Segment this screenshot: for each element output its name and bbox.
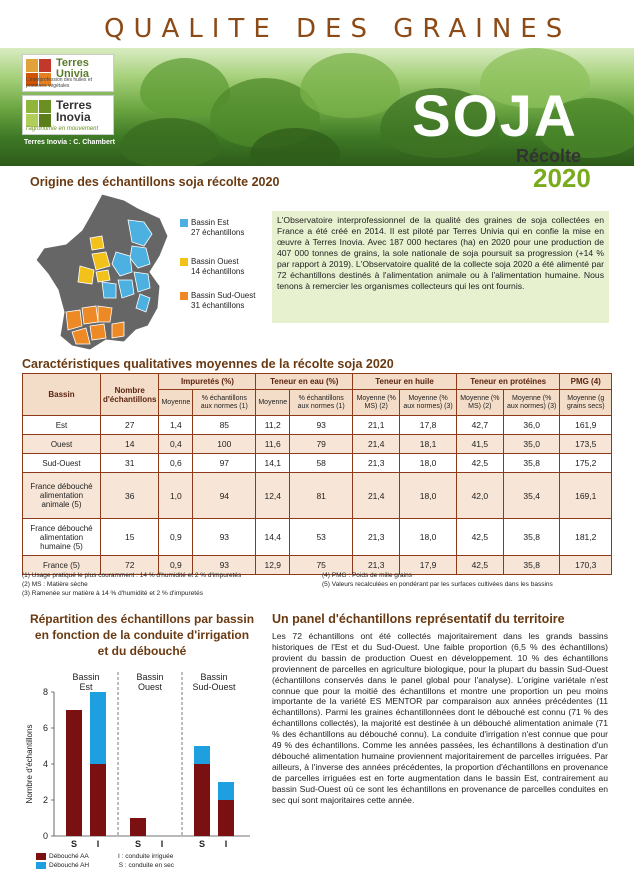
cell: 1,0 (159, 473, 193, 519)
cell: 81 (290, 473, 353, 519)
table-row (23, 416, 612, 435)
cell: 18,0 (400, 473, 457, 519)
table-row (23, 435, 612, 454)
table-note: (4) PMG : Poids de mille grains (322, 572, 412, 579)
table-note: (2) MS : Matière sèche (22, 581, 88, 588)
th-sub: Moyenne (% aux normes) (3) (503, 390, 560, 416)
table-row (23, 473, 612, 519)
table-notes-right (322, 571, 553, 589)
cell: 170,3 (560, 556, 612, 575)
legend-swatch (180, 219, 188, 227)
cell: 17,9 (400, 556, 457, 575)
chart-legend (36, 852, 174, 870)
bar-segment (66, 710, 82, 836)
cell-bassin: Ouest (23, 435, 101, 454)
y-tick-label: 8 (42, 687, 48, 697)
table-row (23, 454, 612, 473)
panel-heading: Un panel d'échantillons représentatif du territoire (272, 612, 565, 626)
th-sub: Moyenne (256, 390, 290, 416)
chart-legend-row (36, 861, 174, 870)
y-axis-label: Nombre d'échantillons (25, 724, 34, 804)
cell: 93 (193, 519, 256, 556)
th-sub: Moyenne (% MS) (2) (456, 390, 503, 416)
cell: 175,2 (560, 454, 612, 473)
cell: 31 (101, 454, 159, 473)
table-row (23, 519, 612, 556)
legend-bassin: Bassin Est (191, 218, 229, 227)
table-heading: Caractéristiques qualitatives moyennes de la récolte soja 2020 (22, 357, 394, 371)
legend-swatch (180, 258, 188, 266)
logo-squares (26, 100, 52, 128)
cell: 21,1 (353, 416, 400, 435)
legend-count: 27 échantillons (191, 228, 245, 237)
cell: 35,8 (503, 556, 560, 575)
y-tick-label: 6 (42, 723, 48, 733)
logo-inovia-name: Terres Inovia (56, 98, 92, 124)
cell-bassin: Sud-Ouest (23, 454, 101, 473)
cell: 58 (290, 454, 353, 473)
cell: 41,5 (456, 435, 503, 454)
cell: 79 (290, 435, 353, 454)
th-sub: Moyenne (% aux normes) (3) (400, 390, 457, 416)
cell: 93 (290, 416, 353, 435)
cell: 35,0 (503, 435, 560, 454)
cell: 42,7 (456, 416, 503, 435)
cell: 35,4 (503, 473, 560, 519)
group-label: Bassin (136, 672, 164, 682)
bar-segment (218, 800, 234, 836)
legend-count: 14 échantillons (191, 267, 245, 276)
x-tick-label: S (134, 839, 142, 849)
recolte-label: Récolte (516, 146, 582, 166)
chart-heading-line: en fonction de la conduite d'irrigation (34, 628, 250, 642)
chart-heading-line: et du débouché (97, 644, 187, 658)
cell: 161,9 (560, 416, 612, 435)
leaf-shape (300, 53, 400, 118)
th-bassin: Bassin (23, 374, 101, 416)
legend-aa: Débouché AA (49, 853, 89, 860)
cell: 100 (193, 435, 256, 454)
cell: 0,9 (159, 556, 193, 575)
legend-ah: Débouché AH (49, 862, 90, 869)
cell: 21,3 (353, 454, 400, 473)
th-sub: Moyenne (% MS) (2) (353, 390, 400, 416)
cell: 97 (193, 454, 256, 473)
th-impuretes: Impuretés (%) (159, 374, 256, 390)
cell: 21,3 (353, 556, 400, 575)
cell: 36 (101, 473, 159, 519)
cell: 42,0 (456, 473, 503, 519)
cell: 53 (290, 519, 353, 556)
cell: 173,5 (560, 435, 612, 454)
leaf-shape (120, 118, 220, 166)
x-tick-label: I (160, 839, 164, 849)
logo-inovia-tag: l'agronomie en mouvement (26, 126, 99, 132)
year-label: 2020 (533, 163, 591, 193)
legend-text (191, 257, 244, 277)
cell: 1,4 (159, 416, 193, 435)
cell: 0,9 (159, 519, 193, 556)
cell: 21,3 (353, 519, 400, 556)
group-label: Bassin (72, 672, 100, 682)
legend-text (191, 291, 255, 311)
photo-credit: Terres Inovia : C. Chambert (24, 139, 115, 146)
cell: 42,5 (456, 454, 503, 473)
cell-bassin: Est (23, 416, 101, 435)
chart-heading (22, 611, 262, 659)
x-tick-label: S (198, 839, 206, 849)
th-nombre: Nombre d'échantillons (101, 374, 159, 416)
y-tick-label: 2 (42, 795, 48, 805)
y-tick-label: 4 (42, 759, 48, 769)
cell: 75 (290, 556, 353, 575)
th-pmg: PMG (4) (560, 374, 612, 390)
cell: 169,1 (560, 473, 612, 519)
quality-table (22, 373, 612, 575)
cell: 14 (101, 435, 159, 454)
cell: 21,4 (353, 473, 400, 519)
origine-heading: Origine des échantillons soja récolte 2020 (30, 175, 280, 189)
x-tick-label: I (96, 839, 100, 849)
cell: 12,4 (256, 473, 290, 519)
th-sub: % échantillons aux normes (1) (193, 390, 256, 416)
th-sub: Moyenne (159, 390, 193, 416)
cell: 21,4 (353, 435, 400, 454)
cell: 17,8 (400, 416, 457, 435)
cell-bassin: France (5) (23, 556, 101, 575)
group-label: Est (79, 682, 93, 692)
x-tick-label: I (224, 839, 228, 849)
cell: 18,0 (400, 519, 457, 556)
th-huile: Teneur en huile (353, 374, 457, 390)
repartition-chart (20, 668, 250, 874)
cell-bassin: France débouché alimentation animale (5) (23, 473, 101, 519)
bar-segment (90, 764, 106, 836)
cell: 11,6 (256, 435, 290, 454)
legend-i: I : conduite irriguée (118, 853, 174, 860)
chart-heading-line: Répartition des échantillons par bassin (29, 612, 255, 626)
bar-segment (90, 692, 106, 764)
terres-univia-logo (22, 54, 114, 92)
legend-count: 31 échantillons (191, 301, 245, 310)
bar-segment (194, 764, 210, 836)
terres-inovia-logo (22, 95, 114, 135)
cell: 72 (101, 556, 159, 575)
th-eau: Teneur en eau (%) (256, 374, 353, 390)
table-note: (1) Usage pratiqué le plus couramment : 14 % d'humidité et 2 % d'impuretés (22, 572, 242, 579)
x-tick-label: S (70, 839, 78, 849)
group-label: Sud-Ouest (192, 682, 236, 692)
cell: 0,4 (159, 435, 193, 454)
y-tick-label: 0 (42, 831, 48, 841)
title-band (0, 0, 634, 48)
cell: 14,4 (256, 519, 290, 556)
th-sub: Moyenne (g grains secs) (560, 390, 612, 416)
group-label: Bassin (200, 672, 228, 682)
table-note: (3) Ramenée sur matière à 14 % d'humidité et 2 % d'impuretés (22, 590, 203, 597)
th-sub: % échantillons aux normes (1) (290, 390, 353, 416)
cell: 35,8 (503, 519, 560, 556)
cell: 181,2 (560, 519, 612, 556)
cell: 93 (193, 556, 256, 575)
cell: 42,5 (456, 556, 503, 575)
cell: 15 (101, 519, 159, 556)
cell: 18,0 (400, 454, 457, 473)
bar-segment (130, 818, 146, 836)
legend-bassin: Bassin Ouest (191, 257, 239, 266)
cell: 94 (193, 473, 256, 519)
cell: 18,1 (400, 435, 457, 454)
logo-univia-tag: L'interprofession des huiles et protéines végétales (26, 77, 92, 89)
legend-swatch-aa (36, 853, 46, 860)
cell-bassin: France débouché alimentation humaine (5) (23, 519, 101, 556)
cell: 36,0 (503, 416, 560, 435)
legend-bassin: Bassin Sud-Ouest (191, 291, 256, 300)
th-proteines: Teneur en protéines (456, 374, 560, 390)
intro-paragraph: L'Observatoire interprofessionnel de la qualité des graines de soja collectées en France a été créé en 2014. Il est piloté par Terres Univia qui en confie la mise en œuvre à Terres Inovia. Avec 187 000 hectares (ha) en 2020 pour une production de 407 000 tonnes de grains, la sole nationale de soja poursuit sa progression (+14 % par rapport à 2019). L'Observatoire qualité de la collecte soja 2020 a été alimenté par 72 échantillons destinés à l'alimentation animale ou à l'alimentation humaine. Nous tenons à remercier les organismes collecteurs qui les ont fournis. (272, 211, 609, 323)
page-title: QUALITE DES GRAINES (104, 14, 572, 44)
table-notes-left (22, 571, 241, 598)
panel-paragraph: Les 72 échantillons ont été collectés majoritairement dans les grands bassins historiques de l'Est et du Sud-Ouest. Une faible proportion (6,5 % des échantillons) provient du bassin de production Ouest en développement. 10 % des échantillons proviennent de parcelles en agriculture biologique, pour la plupart du bassin Sud-Ouest (échantillons conservés dans le panel global pour l'analyse). L'origine variétale n'est connue que pour la moitié des échantillons et montre une proportion un peu moins importante de la variété ES MENTOR par comparaison aux années précédentes (11 échantillons). Parmi les graines échantillonnées dont le débouché est connu (71 % des échantillons collectés), la majorité est destinée à un débouché alimentation animale (71 % des échantillons au débouché connu). La conduite d'irrigation n'est connue que pour 49 % des échantillons. Comme les années passées, les échantillons à destination d'un débouché alimentation humaine proviennent majoritairement de parcelles irriguées. Par ailleurs, à l'inverse des années précédentes, la proportion d'échantillons en provenance de parcelles irriguées est en forte augmentation dans le bassin Est, contrairement au bassin Sud-Ouest où ce sont les échantillons en provenance de parcelles conduites en sec qui sont majoritaires cette année. (272, 631, 608, 805)
cell: 11,2 (256, 416, 290, 435)
bar-segment (218, 782, 234, 800)
group-label: Ouest (137, 682, 163, 692)
cell: 12,9 (256, 556, 290, 575)
france-map (32, 190, 184, 358)
cell: 85 (193, 416, 256, 435)
chart-legend-row (36, 852, 174, 861)
cell: 27 (101, 416, 159, 435)
legend-swatch (180, 292, 188, 300)
table-note: (5) Valeurs recalculées en pondérant par les surfaces cultivées dans les bassins (322, 581, 553, 588)
cell: 0,6 (159, 454, 193, 473)
bar-segment (194, 746, 210, 764)
cell: 35,8 (503, 454, 560, 473)
legend-s: S : conduite en sec (118, 862, 175, 869)
logo-univia-name: Terres Univia (56, 57, 90, 80)
legend-swatch-ah (36, 862, 46, 869)
cell: 42,5 (456, 519, 503, 556)
cell: 14,1 (256, 454, 290, 473)
product-title: SOJA (412, 84, 578, 149)
legend-text (191, 218, 244, 238)
